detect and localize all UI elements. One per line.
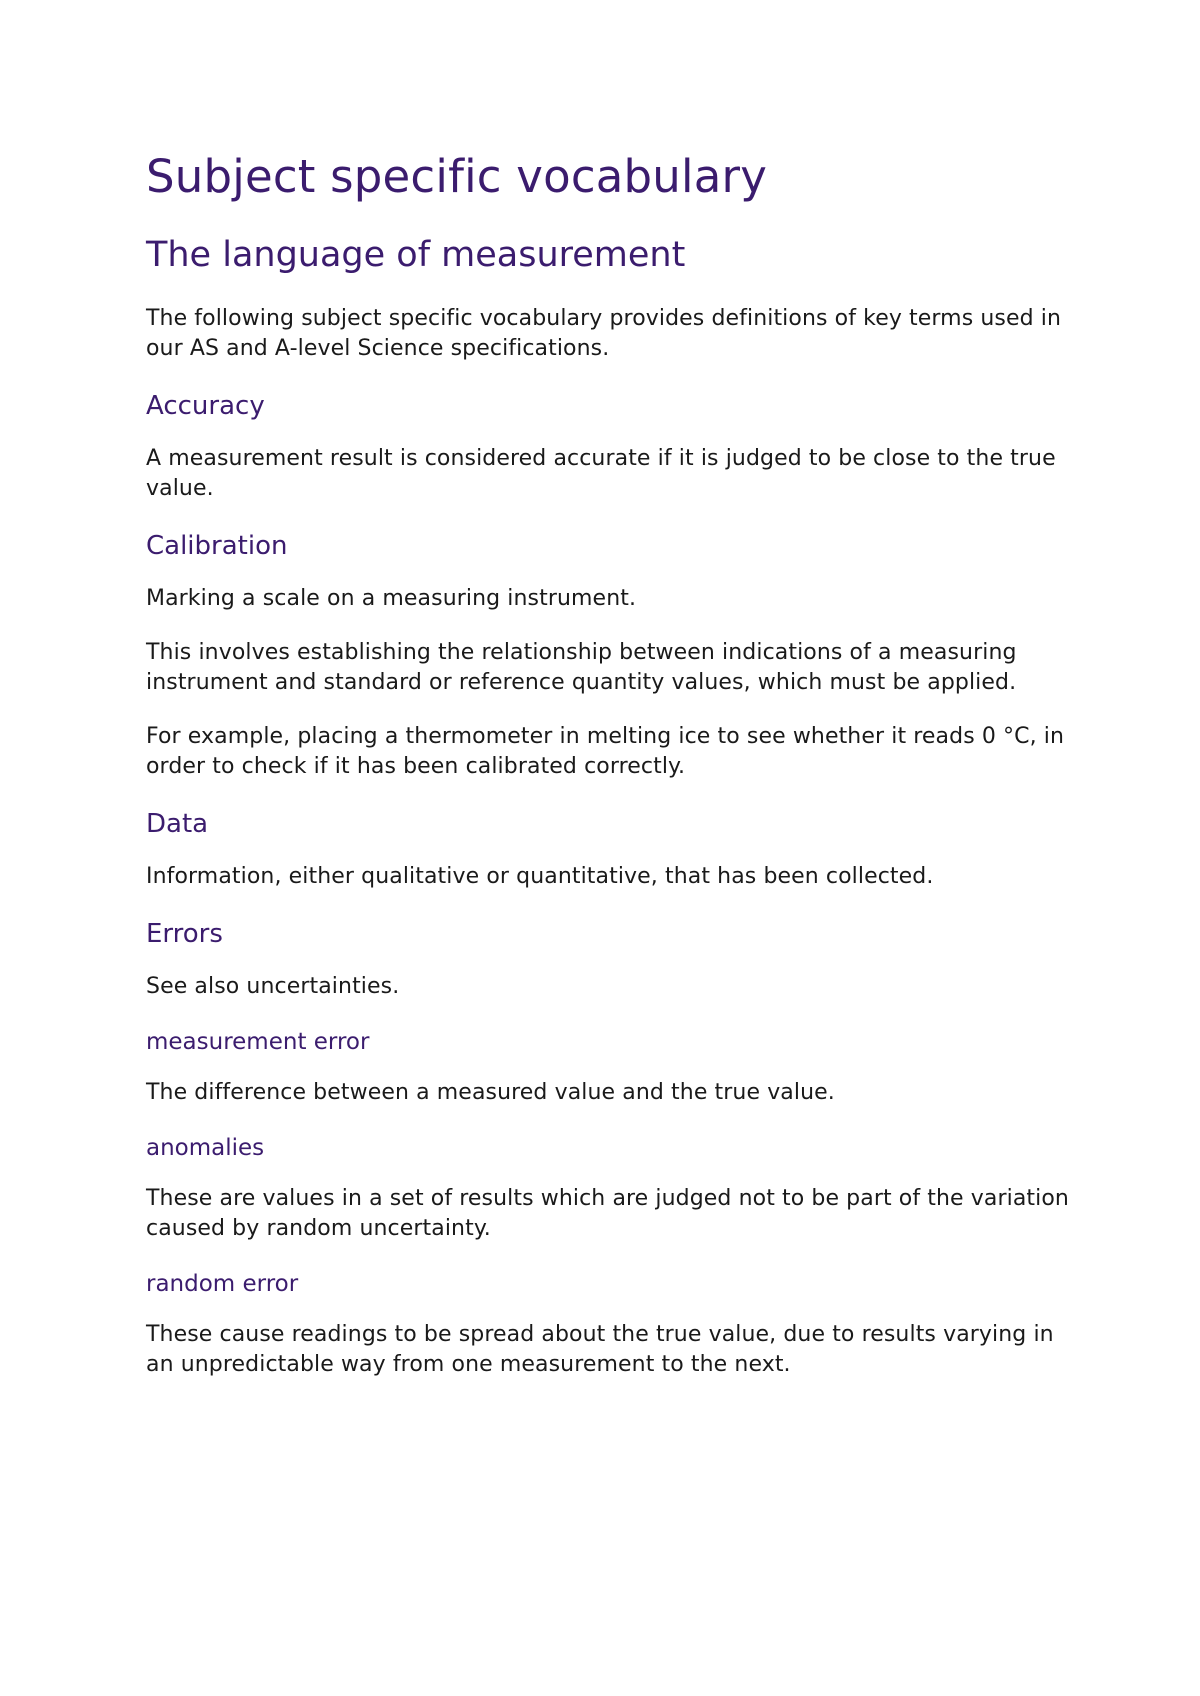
anomalies-definition: These are values in a set of results which are judged not to be part of the variation caused by random uncertainty. bbox=[146, 1186, 1069, 1241]
heading-anomalies: anomalies bbox=[146, 1135, 265, 1161]
measurement-error-definition: The difference between a measured value and the true value. bbox=[146, 1080, 835, 1105]
document-title: Subject specific vocabulary bbox=[146, 150, 768, 203]
calibration-explanation: This involves establishing the relationship between indications of a measuring instrument and standard or reference quantity values, which must be applied. bbox=[146, 640, 1017, 695]
heading-random-error: random error bbox=[146, 1271, 299, 1297]
errors-see-also: See also uncertainties. bbox=[146, 974, 400, 999]
calibration-definition: Marking a scale on a measuring instrument. bbox=[146, 586, 637, 611]
document-subtitle: The language of measurement bbox=[146, 235, 686, 275]
heading-errors: Errors bbox=[146, 919, 223, 949]
heading-calibration: Calibration bbox=[146, 531, 288, 561]
random-error-definition: These cause readings to be spread about the true value, due to results varying in an unpredictable way from one measurement to the next. bbox=[146, 1322, 1054, 1377]
data-definition: Information, either qualitative or quantitative, that has been collected. bbox=[146, 864, 934, 889]
heading-accuracy: Accuracy bbox=[146, 391, 265, 421]
calibration-example: For example, placing a thermometer in melting ice to see whether it reads 0 °C, in order to check if it has been calibrated correctly. bbox=[146, 724, 1065, 779]
heading-measurement-error: measurement error bbox=[146, 1029, 370, 1055]
accuracy-definition: A measurement result is considered accurate if it is judged to be close to the true value. bbox=[146, 446, 1056, 501]
document-page bbox=[146, 146, 1076, 1380]
heading-data: Data bbox=[146, 809, 209, 839]
intro-paragraph: The following subject specific vocabulary provides definitions of key terms used in our AS and A-level Science specifications. bbox=[146, 306, 1062, 361]
